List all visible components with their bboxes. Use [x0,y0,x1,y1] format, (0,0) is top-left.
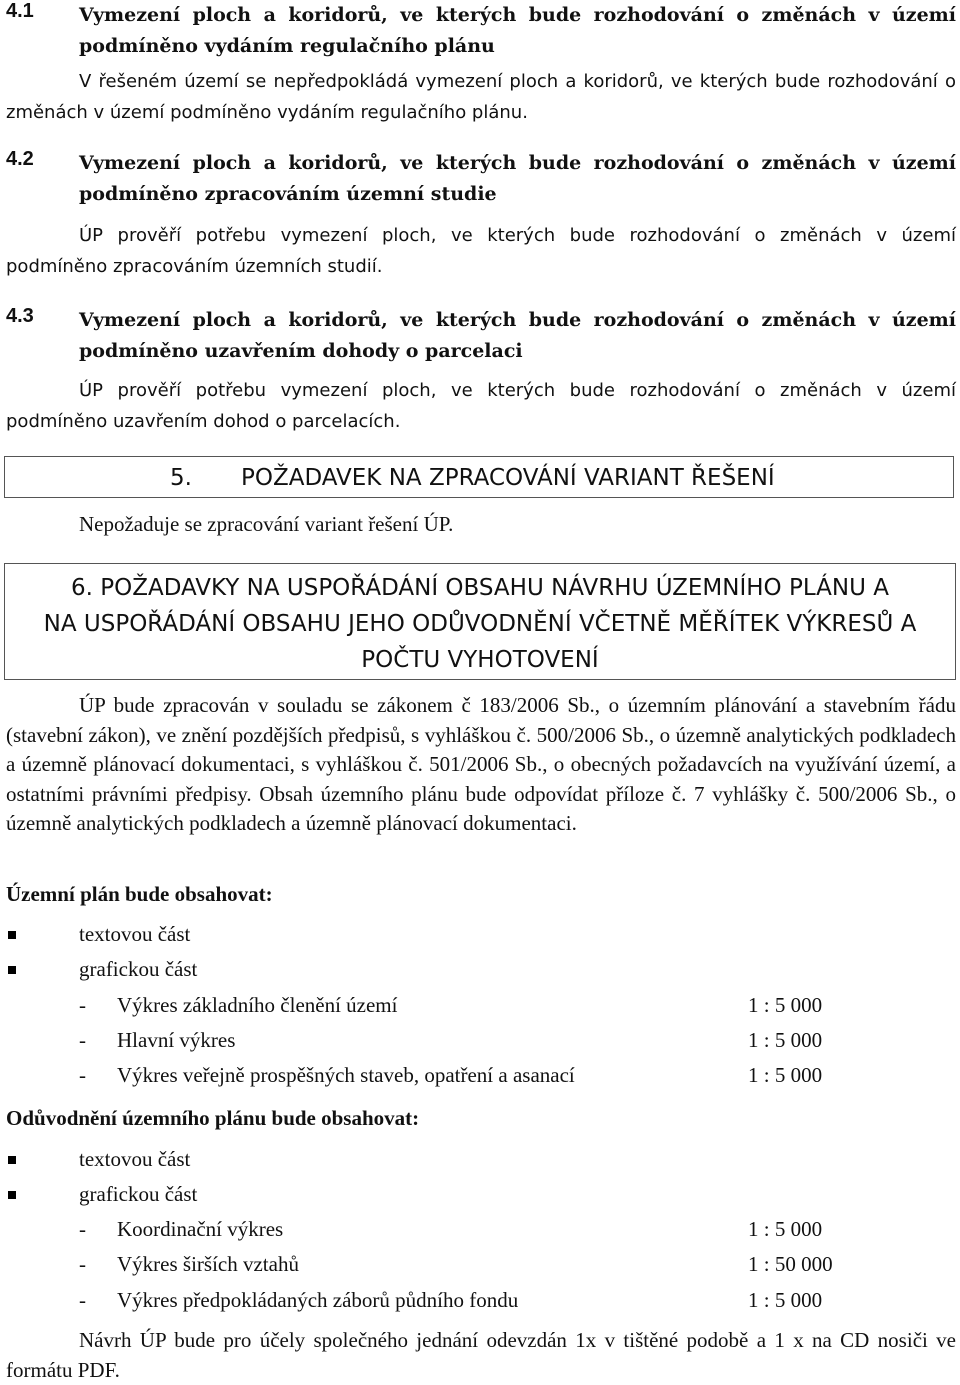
chapter-title-line1: 6. POŽADAVKY NA USPOŘÁDÁNÍ OBSAHU NÁVRHU ÚZEMNÍHO PLÁNU A [70,575,890,601]
list-item-label: grafickou část [79,957,198,981]
dash-marker: - [79,1252,86,1276]
section-4-1-body: V řešeném území se nepředpokládá vymezení ploch a koridorů, ve kterých bude rozhodování o změnách v území podmíněno vydáním regulačního plánu. [6,71,956,123]
drawing-scale: 1 : 5 000 [748,1028,823,1052]
dash-marker: - [79,1028,86,1052]
section-4-1-heading [6,0,956,62]
justification-contents-heading: Odůvodnění územního plánu bude obsahovat: [6,1106,420,1130]
section-4-2-body: ÚP prověří potřebu vymezení ploch, ve kterých bude rozhodování o změnách v území podmíněno zpracováním územních studií. [6,225,956,277]
section-title-line2: podmíněno vydáním regulačního plánu [79,35,495,57]
square-bullet-icon [8,966,16,974]
section-4-2-heading [6,148,956,210]
section-4-3-body: ÚP prověří potřebu vymezení ploch, ve kterých bude rozhodování o změnách v území podmíněno uzavřením dohod o parcelacích. [6,380,956,432]
section-4-3-heading [6,305,956,367]
square-bullet-icon [8,931,16,939]
dash-marker: - [79,1217,86,1241]
square-bullet-icon [8,1191,16,1199]
chapter-5-heading-box [4,456,954,498]
drawing-scale: 1 : 5 000 [748,1217,823,1241]
chapter-number: 5. [170,465,192,491]
drawing-name: Koordinační výkres [117,1217,284,1241]
drawing-name: Výkres širších vztahů [117,1252,299,1276]
section-title-line2: podmíněno zpracováním územní studie [79,183,497,205]
drawing-scale: 1 : 5 000 [748,1288,823,1312]
drawing-name: Výkres základního členění území [117,993,398,1017]
dash-marker: - [79,1063,86,1087]
drawing-name: Výkres veřejně prospěšných staveb, opatření a asanací [117,1063,575,1087]
closing-paragraph: Návrh ÚP bude pro účely společného jednání odevzdán 1x v tištěné podobě a 1 x na CD nosiči ve formátu PDF. [6,1328,956,1382]
square-bullet-icon [8,1156,16,1164]
drawing-scale: 1 : 5 000 [748,993,823,1017]
section-title-line1: Vymezení ploch a koridorů, ve kterých bude rozhodování o změnách v území [79,4,956,26]
section-number: 4.2 [6,148,34,170]
list-item-label: textovou část [79,922,191,946]
drawing-name: Hlavní výkres [117,1028,236,1052]
chapter-5-body: Nepožaduje se zpracování variant řešení ÚP. [79,512,454,536]
chapter-title: POŽADAVEK NA ZPRACOVÁNÍ VARIANT ŘEŠENÍ [241,465,775,491]
dash-marker: - [79,993,86,1017]
section-number: 4.1 [6,0,34,22]
section-number: 4.3 [6,305,34,327]
drawing-scale: 1 : 5 000 [748,1063,823,1087]
chapter-6-body: ÚP bude zpracován v souladu se zákonem č 183/2006 Sb., o územním plánování a stavebním řádu (stavební zákon), ve znění pozdějších předpisů, s vyhláškou č. 500/2006 Sb., o územně analytických podkladech a územně plánovací dokumentaci, s vyhláškou č. 501/2006 Sb., o obecných požadavcích na využívání území, a ostatními právními předpisy. Obsah územního plánu bude odpovídat příloze č. 7 vyhlášky č. 500/2006 Sb., o územně analytických podkladech a územně plánovací dokumentaci. [6,693,956,835]
list-item-label: textovou část [79,1147,191,1171]
dash-marker: - [79,1288,86,1312]
drawing-name: Výkres předpokládaných záborů půdního fondu [117,1288,519,1312]
section-title-line1: Vymezení ploch a koridorů, ve kterých bude rozhodování o změnách v území [79,309,956,331]
chapter-6-heading-box [4,563,956,680]
drawing-scale: 1 : 50 000 [748,1252,833,1276]
section-title-line1: Vymezení ploch a koridorů, ve kterých bude rozhodování o změnách v území [79,152,956,174]
chapter-title-line2: NA USPOŘÁDÁNÍ OBSAHU JEHO ODŮVODNĚNÍ VČETNĚ MĚŘÍTEK VÝKRESŮ A [43,611,917,637]
plan-contents-heading: Územní plán bude obsahovat: [6,882,273,906]
list-item-label: grafickou část [79,1182,198,1206]
section-title-line2: podmíněno uzavřením dohody o parcelaci [79,340,523,362]
chapter-title-line3: POČTU VYHOTOVENÍ [361,647,599,673]
chapter-title [5,570,955,678]
